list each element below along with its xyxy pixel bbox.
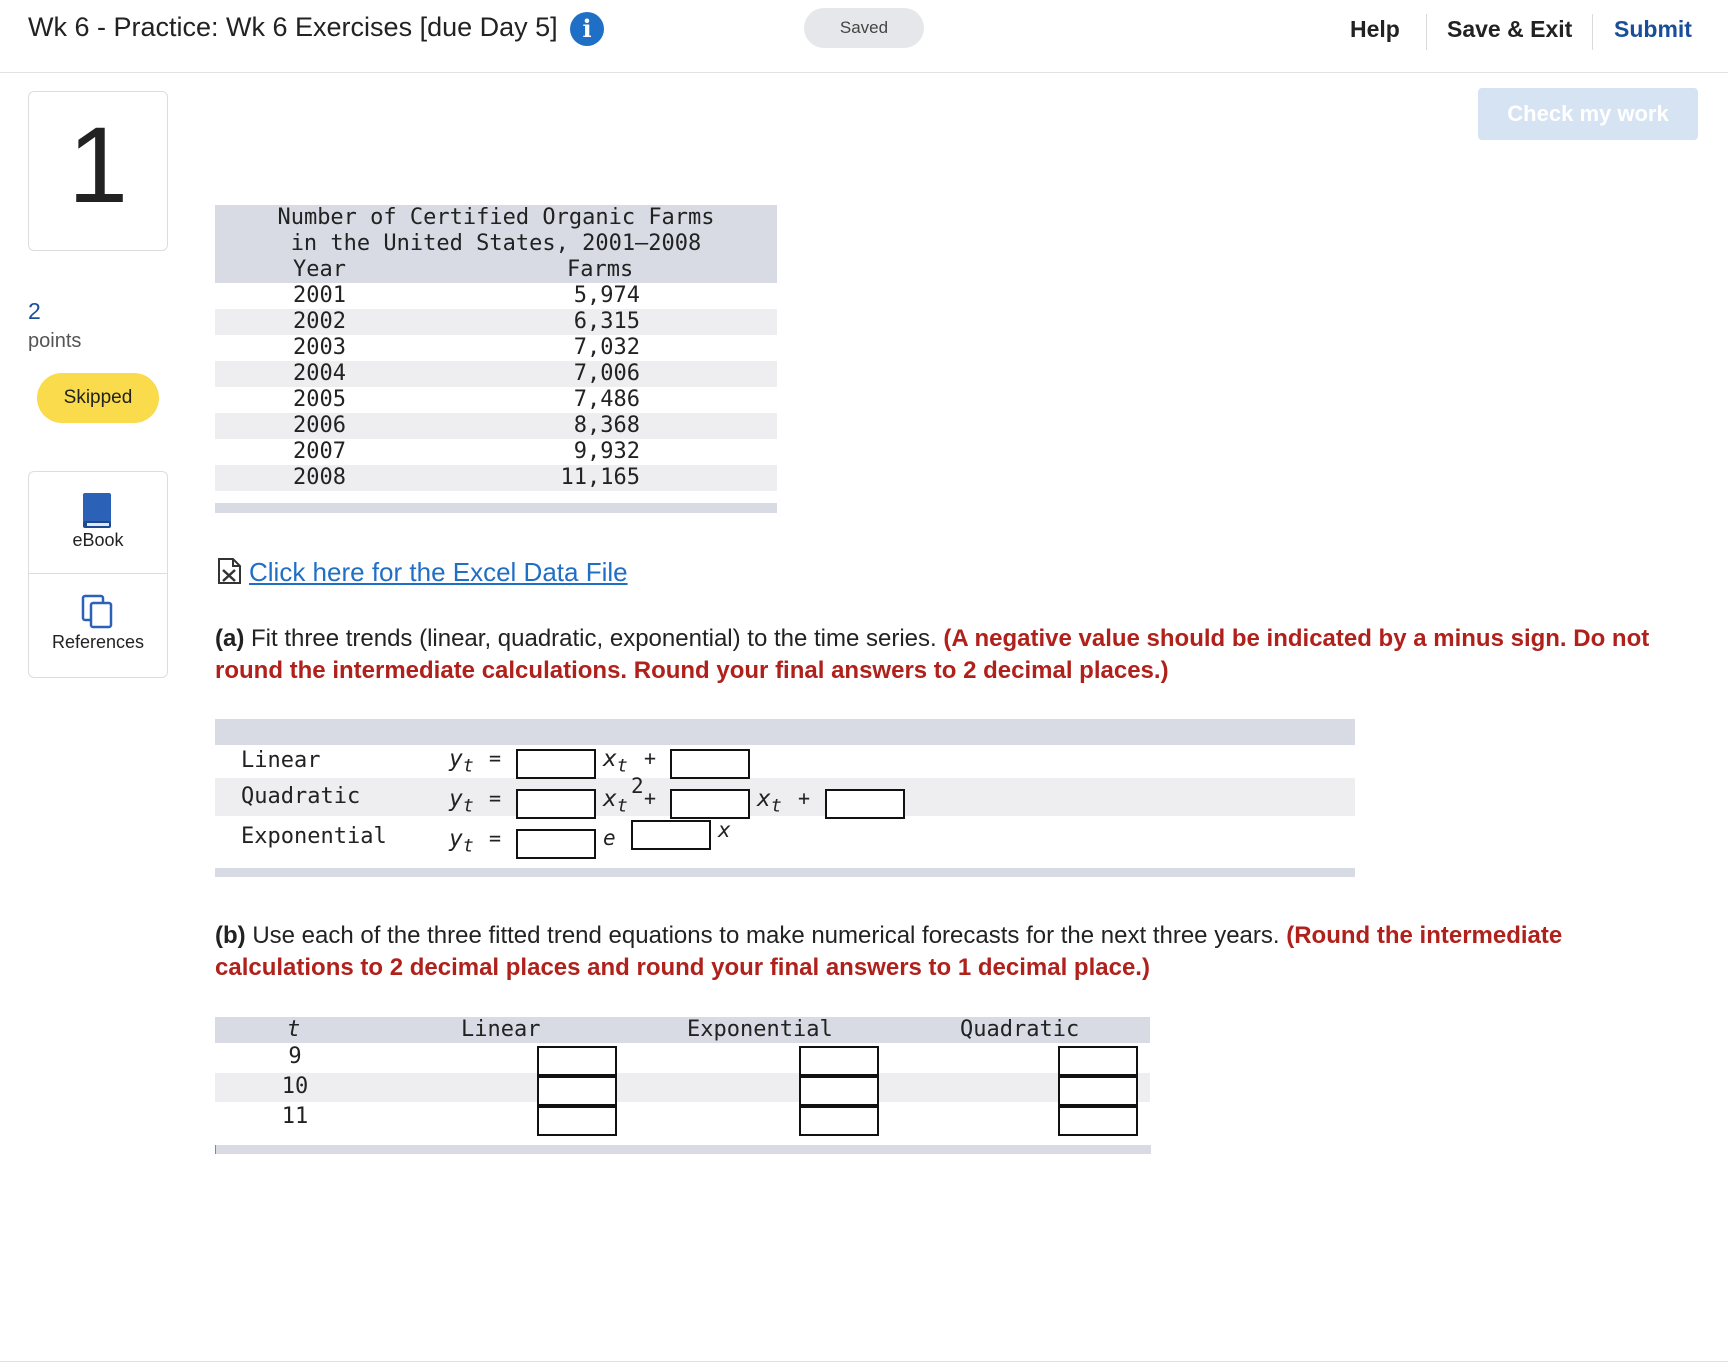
farms-cell: 7,032 [573,335,640,360]
header-divider [1426,14,1427,50]
table-caption-line2: in the United States, 2001–2008 [290,231,702,256]
points-value: 2 [28,298,41,324]
forecast-quadratic-input[interactable] [1058,1106,1138,1136]
top-header [0,0,1728,73]
part-b-label: (b) [215,922,246,949]
y-variable: $y_t$ [449,826,474,857]
table-row [215,439,777,465]
ebook-label: eBook [72,530,124,550]
help-button[interactable]: Help [1350,16,1400,42]
y-variable: $y_t$ [449,786,474,817]
x-variable: $x_t$ [757,786,782,817]
exponential-b-input[interactable] [631,820,711,850]
exponent-x: x [718,818,731,842]
table-row [215,309,777,335]
year-cell: 2006 [293,413,346,438]
forecast-linear-input[interactable] [537,1046,617,1076]
farms-data-table [215,205,777,491]
equation-row-shade [215,778,1355,816]
x-variable: $x_t$ [603,786,628,817]
equals-sign: = [489,786,502,810]
part-a-note: (A negative value should be indicated by a minus sign. Do not round the intermediate calculations. Round your final answers to 2 decimal places.) [215,625,1650,684]
quadratic-b-input[interactable] [670,789,750,819]
year-cell: 2008 [293,465,346,490]
year-cell: 2002 [293,309,346,334]
farms-cell: 7,006 [573,361,640,386]
exponential-a-input[interactable] [516,829,596,859]
ebook-button[interactable] [29,472,167,573]
plus-sign: + [798,786,811,810]
plus-sign: + [644,786,657,810]
check-my-work-button[interactable]: Check my work [1478,88,1698,140]
linear-intercept-input[interactable] [670,749,750,779]
column-header-linear: Linear [461,1017,541,1042]
question-number-card [28,91,168,251]
x-variable: $x_t$ [603,746,628,777]
forecast-exponential-input[interactable] [799,1046,879,1076]
forecast-row-shade [215,1073,1150,1102]
linear-label: Linear [241,748,321,773]
equations-footer-bar [215,868,1355,877]
points-label: points [28,330,82,352]
page-divider [0,1361,1728,1362]
year-cell: 2004 [293,361,346,386]
farms-cell: 5,974 [573,283,640,308]
table-row [215,335,777,361]
equals-sign: = [489,746,502,770]
part-b-instructions [215,920,1675,984]
save-exit-button[interactable]: Save & Exit [1447,16,1573,42]
linear-slope-input[interactable] [516,749,596,779]
references-icon [81,594,115,630]
question-number: 1 [67,104,129,225]
equations-header-bar [215,719,1355,745]
square-exponent: 2 [631,774,644,798]
submit-button[interactable]: Submit [1614,16,1692,42]
table-row [215,361,777,387]
part-b-note: (Round the intermediate calculations to 2 decimal places and round your final answers to 1 decimal place.) [215,922,1563,981]
skipped-status-badge: Skipped [37,373,159,423]
part-a-instructions [215,623,1675,687]
farms-cell: 8,368 [573,413,640,438]
column-header-exponential: Exponential [687,1017,833,1042]
quadratic-a-input[interactable] [516,789,596,819]
equals-sign: = [489,826,502,850]
column-header-year: Year [293,257,346,282]
part-b-text: Use each of the three fitted trend equations to make numerical forecasts for the next three years. [245,922,1287,949]
year-cell: 2007 [293,439,346,464]
t-value: 10 [281,1074,309,1099]
question-tools-panel [28,471,168,678]
column-header-t: t [287,1017,301,1042]
table-row [215,413,777,439]
references-label: References [51,632,145,652]
forecast-linear-input[interactable] [537,1106,617,1136]
y-variable: $y_t$ [449,746,474,777]
info-icon[interactable]: i [570,12,604,46]
forecast-table-footer [215,1145,1151,1154]
table-caption-line1: Number of Certified Organic Farms [277,205,715,230]
quadratic-label: Quadratic [241,784,361,809]
table-row [215,465,777,491]
excel-data-file-link[interactable]: Click here for the Excel Data File [249,557,628,587]
farms-cell: 6,315 [573,309,640,334]
assignment-title: Wk 6 - Practice: Wk 6 Exercises [due Day 5] [28,12,558,42]
table-footer-bar [215,503,777,513]
forecast-quadratic-input[interactable] [1058,1076,1138,1106]
forecast-exponential-input[interactable] [799,1106,879,1136]
forecast-linear-input[interactable] [537,1076,617,1106]
forecast-exponential-input[interactable] [799,1076,879,1106]
plus-sign: + [644,746,657,770]
saved-status-badge: Saved [804,8,924,48]
table-row [215,283,777,309]
part-a-label: (a) [215,625,245,652]
farms-cell: 7,486 [573,387,640,412]
column-header-quadratic: Quadratic [960,1017,1080,1042]
book-icon [80,492,114,530]
exponential-label: Exponential [241,824,387,849]
references-button[interactable] [29,574,167,677]
table-header [215,205,777,283]
header-divider [1592,14,1593,50]
year-cell: 2001 [293,283,346,308]
year-cell: 2005 [293,387,346,412]
farms-cell: 9,932 [573,439,640,464]
excel-file-icon[interactable] [216,557,244,585]
t-value: 11 [281,1104,309,1129]
quadratic-c-input[interactable] [825,789,905,819]
forecast-quadratic-input[interactable] [1058,1046,1138,1076]
table-row [215,387,777,413]
e-symbol: e [603,826,616,850]
part-a-text: Fit three trends (linear, quadratic, exponential) to the time series. [244,625,944,652]
year-cell: 2003 [293,335,346,360]
column-header-farms: Farms [567,257,634,282]
farms-cell: 11,165 [560,465,640,490]
t-value: 9 [288,1044,302,1069]
